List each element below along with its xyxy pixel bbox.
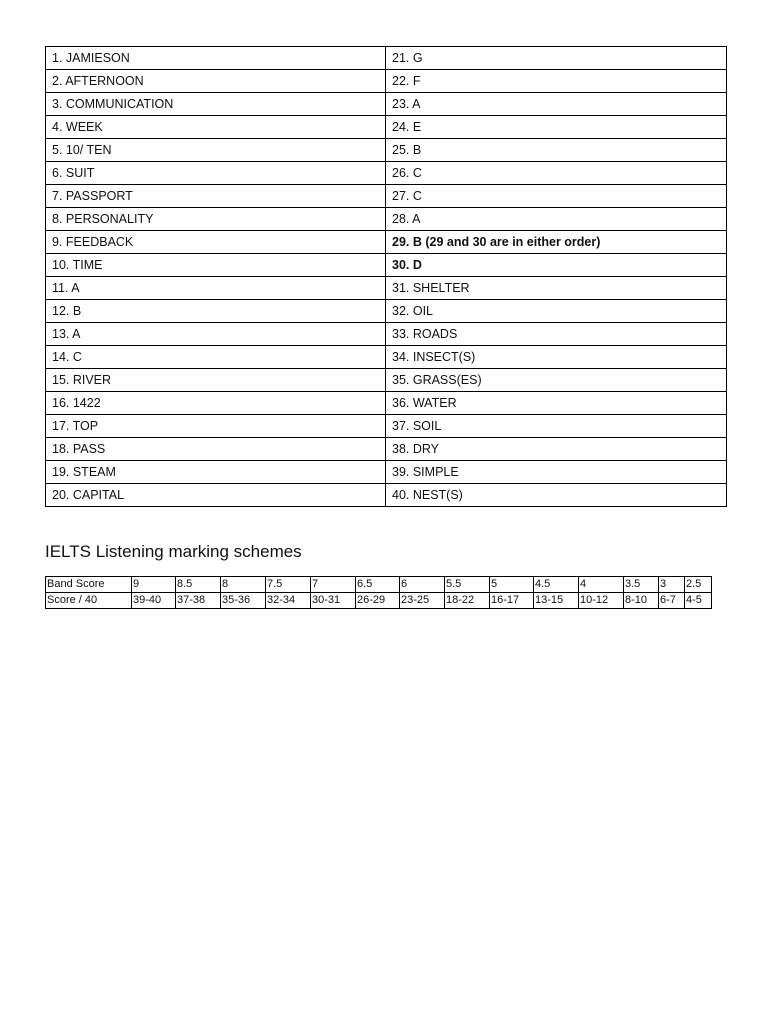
table-row <box>46 116 727 139</box>
table-row <box>46 484 727 507</box>
band-value-cell: 8 <box>221 577 266 593</box>
table-row <box>46 185 727 208</box>
table-row <box>46 392 727 415</box>
score-range-cell: 35-36 <box>221 593 266 609</box>
answer-cell-emphasized: 29. B (29 and 30 are in either order) <box>386 231 727 254</box>
score-range-cell: 16-17 <box>490 593 534 609</box>
answer-cell: 35. GRASS(ES) <box>386 369 727 392</box>
band-value-cell: 6 <box>400 577 445 593</box>
band-value-cell: 7 <box>311 577 356 593</box>
answer-cell: 11. A <box>46 277 386 300</box>
score-range-cell: 26-29 <box>356 593 400 609</box>
score-range-cell: 8-10 <box>624 593 659 609</box>
score-range-cell: 6-7 <box>659 593 685 609</box>
table-row <box>46 70 727 93</box>
answer-cell-emphasized: 30. D <box>386 254 727 277</box>
table-row <box>46 47 727 70</box>
table-row <box>46 300 727 323</box>
band-value-cell: 4 <box>579 577 624 593</box>
score-range-cell: 13-15 <box>534 593 579 609</box>
answer-cell: 3. COMMUNICATION <box>46 93 386 116</box>
band-row <box>46 577 712 593</box>
band-label-cell: Band Score <box>46 577 132 593</box>
score-range-cell: 10-12 <box>579 593 624 609</box>
table-row <box>46 162 727 185</box>
answer-cell: 33. ROADS <box>386 323 727 346</box>
answer-cell: 39. SIMPLE <box>386 461 727 484</box>
answer-cell: 4. WEEK <box>46 116 386 139</box>
band-score-table <box>45 576 712 609</box>
answer-cell: 6. SUIT <box>46 162 386 185</box>
answer-cell: 19. STEAM <box>46 461 386 484</box>
band-value-cell: 3 <box>659 577 685 593</box>
score-range-cell: 18-22 <box>445 593 490 609</box>
answer-cell: 28. A <box>386 208 727 231</box>
answer-cell: 16. 1422 <box>46 392 386 415</box>
score-range-cell: 4-5 <box>685 593 712 609</box>
table-row <box>46 254 727 277</box>
table-row <box>46 438 727 461</box>
score-row <box>46 593 712 609</box>
score-label-cell: Score / 40 <box>46 593 132 609</box>
answer-cell: 18. PASS <box>46 438 386 461</box>
answer-cell: 26. C <box>386 162 727 185</box>
band-value-cell: 6.5 <box>356 577 400 593</box>
score-range-cell: 37-38 <box>176 593 221 609</box>
table-row <box>46 346 727 369</box>
score-range-cell: 23-25 <box>400 593 445 609</box>
table-row <box>46 208 727 231</box>
answer-key-table <box>45 46 727 507</box>
answer-cell: 12. B <box>46 300 386 323</box>
table-row <box>46 323 727 346</box>
section-heading: IELTS Listening marking schemes <box>45 542 302 561</box>
answer-cell: 32. OIL <box>386 300 727 323</box>
table-row <box>46 231 727 254</box>
answer-cell: 24. E <box>386 116 727 139</box>
table-row <box>46 277 727 300</box>
table-row <box>46 461 727 484</box>
score-range-cell: 39-40 <box>132 593 176 609</box>
answer-cell: 14. C <box>46 346 386 369</box>
answer-cell: 23. A <box>386 93 727 116</box>
answer-cell: 37. SOIL <box>386 415 727 438</box>
answer-cell: 10. TIME <box>46 254 386 277</box>
band-value-cell: 5.5 <box>445 577 490 593</box>
answer-cell: 34. INSECT(S) <box>386 346 727 369</box>
band-value-cell: 7.5 <box>266 577 311 593</box>
table-row <box>46 415 727 438</box>
band-value-cell: 3.5 <box>624 577 659 593</box>
answer-cell: 36. WATER <box>386 392 727 415</box>
answer-cell: 13. A <box>46 323 386 346</box>
answer-cell: 17. TOP <box>46 415 386 438</box>
answer-cell: 38. DRY <box>386 438 727 461</box>
answer-cell: 7. PASSPORT <box>46 185 386 208</box>
band-value-cell: 5 <box>490 577 534 593</box>
answer-cell: 8. PERSONALITY <box>46 208 386 231</box>
score-range-cell: 30-31 <box>311 593 356 609</box>
score-range-cell: 32-34 <box>266 593 311 609</box>
table-row <box>46 93 727 116</box>
answer-cell: 20. CAPITAL <box>46 484 386 507</box>
table-row <box>46 369 727 392</box>
answer-cell: 27. C <box>386 185 727 208</box>
answer-cell: 2. AFTERNOON <box>46 70 386 93</box>
answer-cell: 1. JAMIESON <box>46 47 386 70</box>
band-value-cell: 9 <box>132 577 176 593</box>
answer-cell: 21. G <box>386 47 727 70</box>
band-value-cell: 8.5 <box>176 577 221 593</box>
answer-cell: 25. B <box>386 139 727 162</box>
answer-cell: 9. FEEDBACK <box>46 231 386 254</box>
table-row <box>46 139 727 162</box>
band-value-cell: 4.5 <box>534 577 579 593</box>
answer-cell: 5. 10/ TEN <box>46 139 386 162</box>
answer-cell: 40. NEST(S) <box>386 484 727 507</box>
band-value-cell: 2.5 <box>685 577 712 593</box>
answer-cell: 15. RIVER <box>46 369 386 392</box>
answer-cell: 31. SHELTER <box>386 277 727 300</box>
answer-cell: 22. F <box>386 70 727 93</box>
